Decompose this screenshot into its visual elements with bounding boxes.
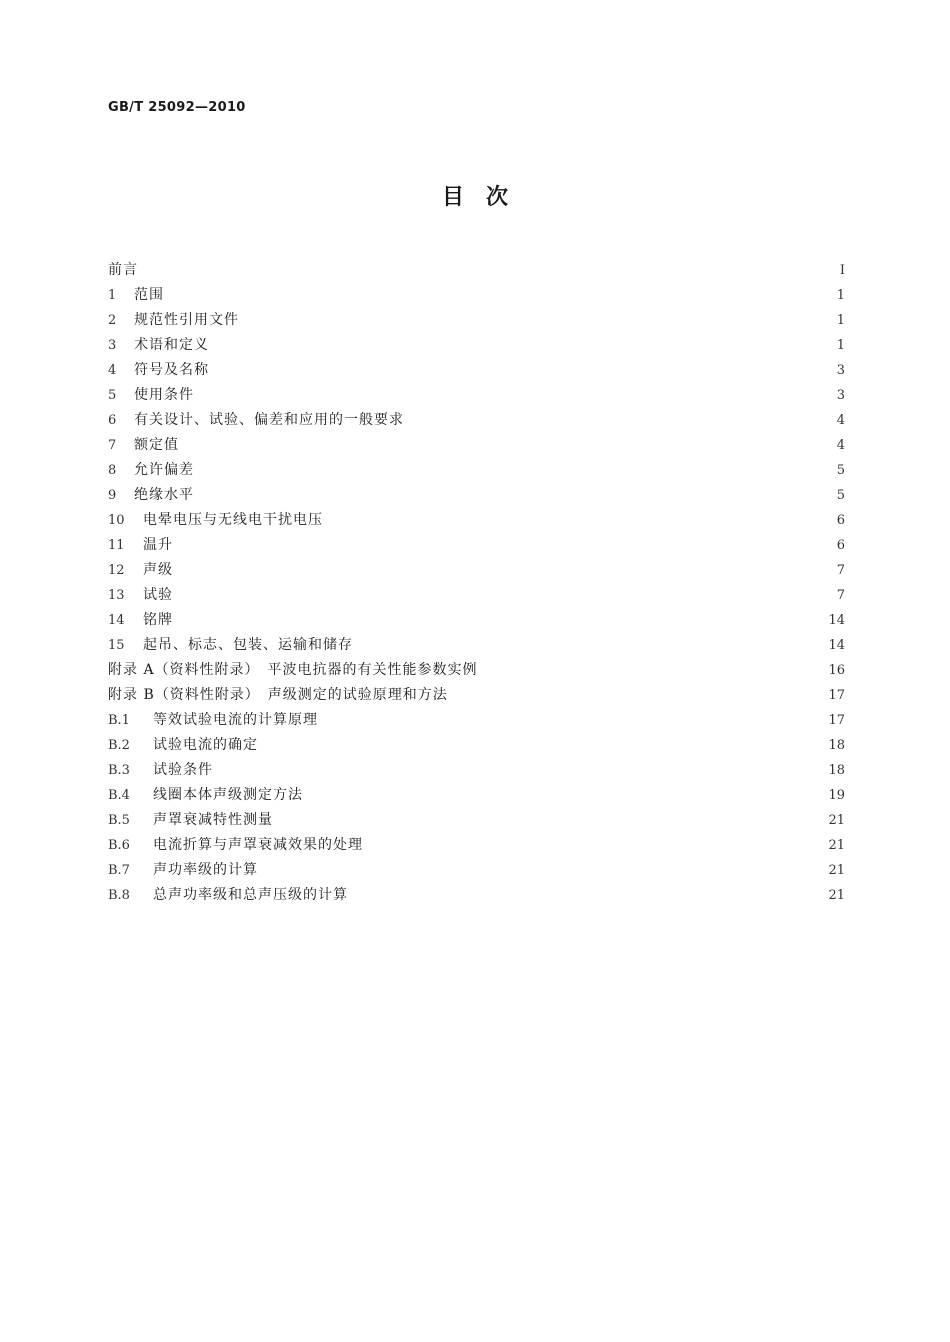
toc-entry-page: 6 — [836, 538, 845, 553]
toc-entry-title: 线圈本体声级测定方法 — [153, 787, 303, 803]
toc-entry-number: 10 — [108, 513, 125, 528]
toc-entry-title: 总声功率级和总声压级的计算 — [153, 887, 348, 903]
toc-entry-page: 18 — [828, 738, 845, 753]
toc-entry-page: 1 — [836, 338, 845, 353]
dot-leader — [187, 433, 830, 458]
toc-entry-number: 8 — [108, 463, 117, 478]
toc-entry-title: 使用条件 — [134, 387, 194, 403]
toc-entry-title: 温升 — [143, 537, 173, 553]
toc-entry-page: 4 — [836, 413, 845, 428]
toc-entry-title: 声级 — [143, 562, 173, 578]
dot-leader — [266, 733, 821, 758]
toc-entry-page: 6 — [836, 513, 845, 528]
toc-entry-page: 1 — [836, 288, 845, 303]
toc-entry-title: 试验电流的确定 — [153, 737, 258, 753]
toc-entry-title: 附录 A（资料性附录） 平波电抗器的有关性能参数实例 — [108, 662, 478, 678]
toc-entry-title: 前言 — [108, 262, 138, 278]
toc-entry-number: B.3 — [108, 763, 130, 778]
toc-entry-page: 1 — [836, 313, 845, 328]
toc-entry-page: 14 — [828, 638, 845, 653]
toc-entry-title: 电流折算与声罩衰减效果的处理 — [153, 837, 363, 853]
toc-entry-b6[interactable] — [108, 833, 845, 858]
toc-entry-b1[interactable] — [108, 708, 845, 733]
toc-entry-14[interactable] — [108, 608, 845, 633]
toc-entry-number: 7 — [108, 438, 117, 453]
toc-entry-page: 4 — [836, 438, 845, 453]
toc-entry-b5[interactable] — [108, 808, 845, 833]
toc-entry-title: 附录 B（资料性附录） 声级测定的试验原理和方法 — [108, 687, 448, 703]
toc-entry-number: 5 — [108, 388, 117, 403]
dot-leader — [247, 308, 830, 333]
toc-entry-page: 14 — [828, 613, 845, 628]
toc-entry-title: 允许偏差 — [134, 462, 194, 478]
dot-leader — [146, 258, 830, 283]
toc-entry-7[interactable] — [108, 433, 845, 458]
toc-entry-page: 17 — [828, 688, 845, 703]
toc-entry-title: 声功率级的计算 — [153, 862, 258, 878]
dot-leader — [281, 808, 821, 833]
dot-leader — [202, 458, 830, 483]
dot-leader — [371, 833, 821, 858]
toc-entry-number: 11 — [108, 538, 125, 553]
toc-entry-title: 起吊、标志、包装、运输和储存 — [143, 637, 353, 653]
toc-entry-number: B.5 — [108, 813, 130, 828]
toc-entry-page: 7 — [836, 563, 845, 578]
toc-entry-1[interactable] — [108, 283, 845, 308]
toc-entry-number: 2 — [108, 313, 117, 328]
toc-entry-page: 21 — [828, 863, 845, 878]
dot-leader — [326, 708, 821, 733]
toc-entry-number: 12 — [108, 563, 125, 578]
toc-entry-8[interactable] — [108, 458, 845, 483]
toc-entry-number: 14 — [108, 613, 125, 628]
toc-entry-title: 等效试验电流的计算原理 — [153, 712, 318, 728]
toc-entry-title: 额定值 — [134, 437, 179, 453]
toc-entry-5[interactable] — [108, 383, 845, 408]
dot-leader — [456, 683, 822, 708]
toc-entry-title: 电晕电压与无线电干扰电压 — [143, 512, 323, 528]
dot-leader — [356, 883, 821, 908]
toc-entry-number: B.2 — [108, 738, 130, 753]
toc-entry-3[interactable] — [108, 333, 845, 358]
toc-entry-page: 16 — [828, 663, 845, 678]
toc-entry-title: 绝缘水平 — [134, 487, 194, 503]
toc-entry-13[interactable] — [108, 583, 845, 608]
toc-entry-number: 15 — [108, 638, 125, 653]
toc-entry-10[interactable] — [108, 508, 845, 533]
toc-entry-b7[interactable] — [108, 858, 845, 883]
dot-leader — [175, 583, 830, 608]
dot-leader — [172, 283, 830, 308]
toc-entry-title: 符号及名称 — [134, 362, 209, 378]
toc-entry-6[interactable] — [108, 408, 845, 433]
toc-entry-page: 21 — [828, 888, 845, 903]
dot-leader — [311, 783, 821, 808]
toc-entry-2[interactable] — [108, 308, 845, 333]
toc-entry-11[interactable] — [108, 533, 845, 558]
toc-entry-title: 范围 — [134, 287, 164, 303]
toc-entry-number: B.4 — [108, 788, 130, 803]
toc-entry-title: 规范性引用文件 — [134, 312, 239, 328]
toc-entry-page: 17 — [828, 713, 845, 728]
toc-entry-number: B.8 — [108, 888, 130, 903]
toc-entry-page: 18 — [828, 763, 845, 778]
dot-leader — [486, 658, 822, 683]
toc-entry-title: 有关设计、试验、偏差和应用的一般要求 — [134, 412, 404, 428]
toc-entry-title: 试验 — [143, 587, 173, 603]
toc-entry-appendix-b[interactable] — [108, 683, 845, 708]
toc-entry-foreword[interactable] — [108, 258, 845, 283]
dot-leader — [221, 758, 821, 783]
toc-entry-appendix-a[interactable] — [108, 658, 845, 683]
toc-entry-page: 5 — [836, 488, 845, 503]
toc-entry-number: 13 — [108, 588, 125, 603]
toc-entry-page: 5 — [836, 463, 845, 478]
toc-entry-number: B.7 — [108, 863, 130, 878]
toc-entry-number: 3 — [108, 338, 117, 353]
toc-entry-12[interactable] — [108, 558, 845, 583]
table-of-contents — [108, 258, 845, 908]
toc-entry-number: B.1 — [108, 713, 130, 728]
toc-entry-4[interactable] — [108, 358, 845, 383]
toc-entry-number: 6 — [108, 413, 117, 428]
dot-leader — [181, 608, 821, 633]
dot-leader — [175, 558, 830, 583]
toc-entry-b2[interactable] — [108, 733, 845, 758]
toc-entry-number: B.6 — [108, 838, 130, 853]
toc-entry-b4[interactable] — [108, 783, 845, 808]
toc-entry-number: 1 — [108, 288, 117, 303]
dot-leader — [217, 358, 830, 383]
toc-entry-page: 19 — [828, 788, 845, 803]
toc-entry-page: Ⅰ — [839, 263, 845, 278]
dot-leader — [355, 633, 821, 658]
toc-entry-number: 4 — [108, 363, 117, 378]
dot-leader — [202, 483, 830, 508]
toc-entry-page: 3 — [836, 363, 845, 378]
dot-leader — [175, 533, 830, 558]
toc-entry-title: 铭牌 — [143, 612, 173, 628]
toc-entry-9[interactable] — [108, 483, 845, 508]
toc-entry-b8[interactable] — [108, 883, 845, 908]
toc-entry-page: 21 — [828, 838, 845, 853]
toc-entry-number: 9 — [108, 488, 117, 503]
toc-entry-title: 试验条件 — [153, 762, 213, 778]
toc-entry-b3[interactable] — [108, 758, 845, 783]
dot-leader — [412, 408, 830, 433]
toc-entry-page: 7 — [836, 588, 845, 603]
dot-leader — [266, 858, 821, 883]
page-title: 目 次 — [441, 185, 508, 210]
standard-code: GB/T 25092—2010 — [108, 100, 246, 115]
dot-leader — [217, 333, 830, 358]
toc-entry-title: 术语和定义 — [134, 337, 209, 353]
dot-leader — [325, 508, 830, 533]
toc-entry-title: 声罩衰减特性测量 — [153, 812, 273, 828]
dot-leader — [202, 383, 830, 408]
toc-entry-15[interactable] — [108, 633, 845, 658]
toc-entry-page: 3 — [836, 388, 845, 403]
toc-entry-page: 21 — [828, 813, 845, 828]
